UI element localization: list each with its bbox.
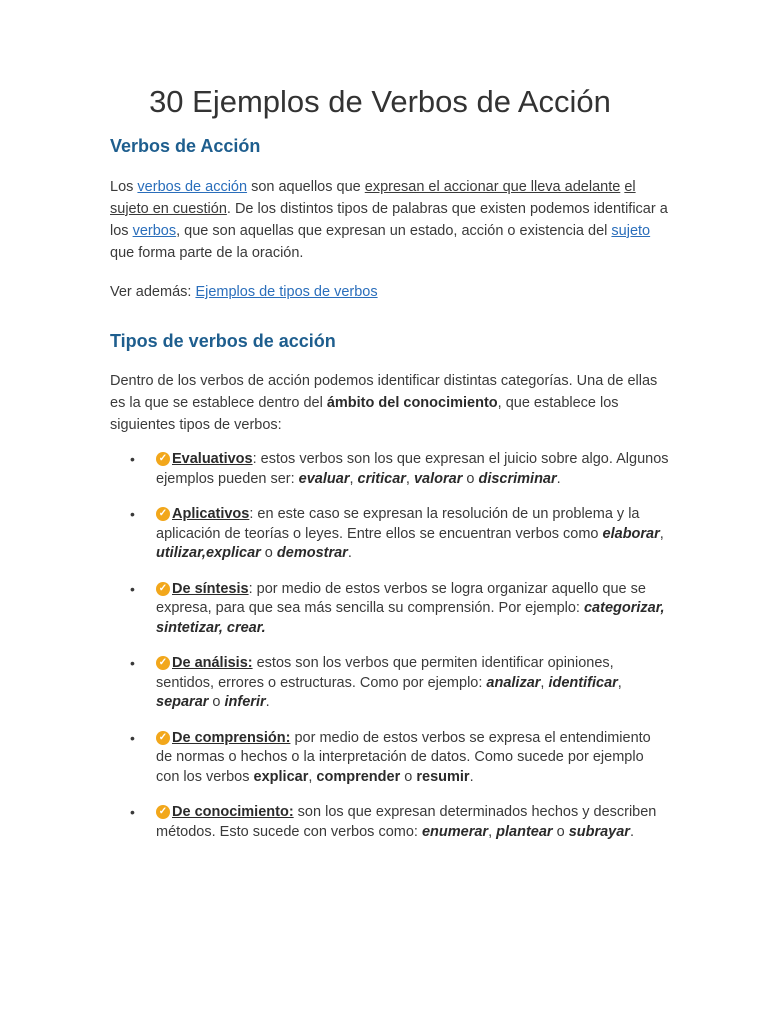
item-end: . xyxy=(265,694,270,710)
check-badge-icon: ✓ xyxy=(156,805,170,819)
item-end: . xyxy=(469,768,474,785)
check-badge-icon: ✓ xyxy=(156,452,170,466)
bullet-icon: • xyxy=(130,580,135,597)
example-verb: plantear xyxy=(496,823,553,840)
section-heading-verbos-de-accion: Verbos de Acción xyxy=(110,136,261,156)
example-verb: utilizar,explicar xyxy=(156,545,261,561)
list-item xyxy=(110,580,670,639)
example-verb: identificar xyxy=(548,674,618,691)
underlined-phrase: expresan el accionar que lleva adelante xyxy=(364,179,621,195)
text-run: , que establece los siguientes tipos de verbos: xyxy=(110,395,619,433)
example-verb: inferir xyxy=(224,694,266,710)
see-also-line xyxy=(110,281,670,303)
item-end: . xyxy=(347,545,352,561)
types-intro-paragraph xyxy=(110,370,670,436)
example-verb: analizar xyxy=(486,674,541,691)
example-verb: comprender xyxy=(316,768,401,785)
intro-paragraph xyxy=(110,176,670,264)
example-verb: elaborar xyxy=(602,525,660,542)
text-run: . De los distintos tipos de palabras que existen podemos identificar a los xyxy=(110,201,668,239)
item-term: Evaluativos xyxy=(172,451,253,467)
text-run: , que son aquellas que expresan un estado, acción o existencia del xyxy=(176,223,612,239)
item-end: . xyxy=(556,470,561,487)
separator: , xyxy=(540,674,549,691)
example-verb: discriminar xyxy=(478,470,557,487)
link-sujeto[interactable]: sujeto xyxy=(611,223,651,239)
separator: , xyxy=(617,674,622,691)
link-ejemplos-de-tipos-de-verbos[interactable]: Ejemplos de tipos de verbos xyxy=(195,284,378,300)
example-verb: enumerar xyxy=(421,823,489,840)
separator: o xyxy=(260,545,277,561)
item-text: : por medio de estos verbos se logra organizar aquello que se expresa, para que sea más sencilla su comprensión. Por ejemplo: xyxy=(156,580,646,616)
underlined-phrase: el sujeto en cuestión xyxy=(110,179,636,217)
item-term: De conocimiento: xyxy=(172,804,294,820)
example-verb: explicar xyxy=(253,768,309,785)
text-run: Dentro de los verbos de acción podemos identificar distintas categorías. Una de ellas es la que se establece dentro del xyxy=(110,373,658,411)
example-verb: valorar xyxy=(413,470,463,487)
item-term: Aplicativos xyxy=(172,506,250,522)
separator: , xyxy=(308,768,317,785)
link-verbos[interactable]: verbos xyxy=(132,223,177,239)
text-run: son aquellos que xyxy=(247,179,365,195)
example-verb: categorizar, sintetizar, crear. xyxy=(156,600,665,636)
example-verb: subrayar xyxy=(568,823,630,840)
verb-types-list xyxy=(110,450,670,858)
text-run: que forma parte de la oración. xyxy=(110,245,304,261)
check-badge-icon: ✓ xyxy=(156,656,170,670)
see-also-label: Ver además: xyxy=(110,284,196,300)
list-item xyxy=(110,803,670,842)
separator: , xyxy=(349,470,358,487)
section-heading-tipos-de-verbos: Tipos de verbos de acción xyxy=(110,331,336,351)
item-text: son los que expresan determinados hechos y describen métodos. Esto sucede con verbos como: xyxy=(156,804,657,840)
list-item xyxy=(110,729,670,788)
page-title: 30 Ejemplos de Verbos de Acción xyxy=(149,84,611,119)
item-end: . xyxy=(629,823,634,840)
item-text: : estos verbos son los que expresan el juicio sobre algo. Algunos ejemplos pueden ser: xyxy=(156,451,669,487)
bullet-icon: • xyxy=(130,655,135,671)
separator: , xyxy=(488,823,497,840)
item-term: De análisis: xyxy=(172,655,253,671)
example-verb: demostrar xyxy=(276,545,348,561)
example-verb: criticar xyxy=(357,470,406,487)
text-run: Los xyxy=(110,179,138,195)
list-item xyxy=(110,505,670,564)
example-verb: resumir xyxy=(416,768,470,785)
example-verb: separar xyxy=(156,694,209,710)
check-badge-icon: ✓ xyxy=(156,731,170,745)
separator: , xyxy=(659,525,664,542)
separator: o xyxy=(552,823,569,840)
item-text: por medio de estos verbos se expresa el entendimiento de normas o hechos o la interpretación de datos. Como sucede por ejemplo con los verbos xyxy=(156,729,651,785)
item-text: estos son los verbos que permiten identificar opiniones, sentidos, errores o estructuras. Como por ejemplo: xyxy=(156,655,614,691)
bold-phrase: ámbito del conocimiento xyxy=(326,395,498,411)
list-item xyxy=(110,654,670,713)
example-verb: evaluar xyxy=(298,470,350,487)
bullet-icon: • xyxy=(130,729,135,746)
list-item xyxy=(110,450,670,489)
item-term: De síntesis xyxy=(172,580,249,597)
bullet-icon: • xyxy=(130,506,135,522)
item-text: : en este caso se expresan la resolución de un problema y la aplicación de teorías o leyes. Entre ellos se encuentran verbos como xyxy=(156,506,640,542)
separator: , xyxy=(405,470,414,487)
separator: o xyxy=(400,768,417,785)
check-badge-icon: ✓ xyxy=(156,582,170,596)
separator: o xyxy=(462,470,479,487)
separator: o xyxy=(208,694,225,710)
item-term: De comprensión: xyxy=(172,729,291,746)
link-verbos-de-accion[interactable]: verbos de acción xyxy=(137,179,248,195)
bullet-icon: • xyxy=(130,804,135,820)
check-badge-icon: ✓ xyxy=(156,507,170,521)
bullet-icon: • xyxy=(130,451,135,467)
